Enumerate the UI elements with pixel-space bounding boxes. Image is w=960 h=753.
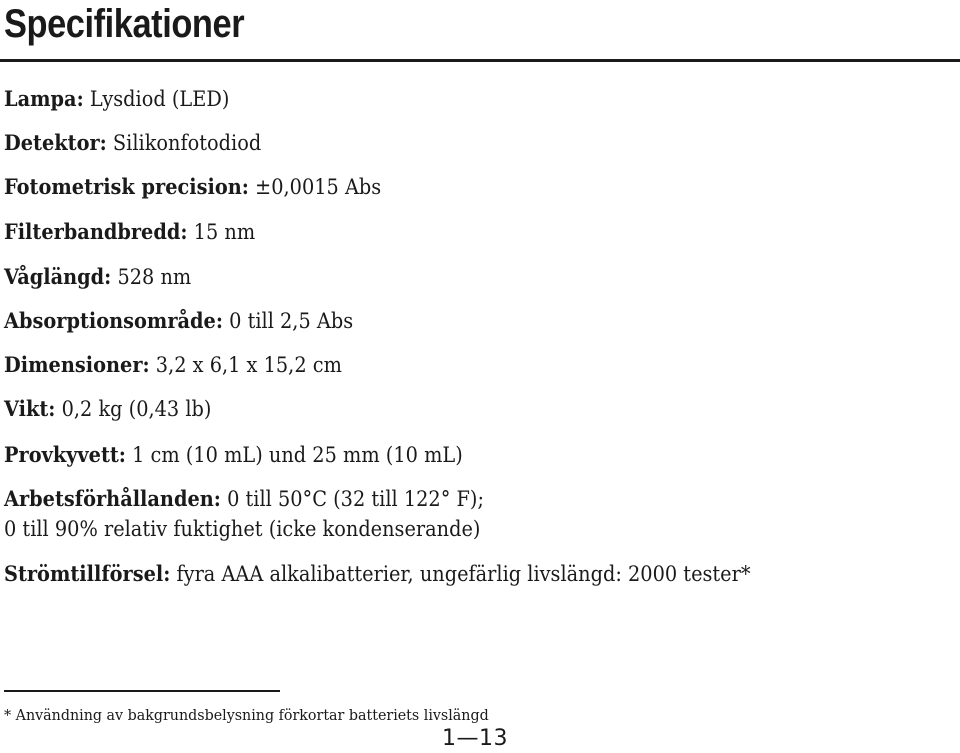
spec-value: Lysdiod (LED) xyxy=(89,87,230,111)
spec-row-filter-bandwidth xyxy=(4,219,255,245)
spec-row-operating-conditions xyxy=(4,486,484,512)
spec-key: Absorptionsområde: xyxy=(4,308,223,333)
spec-value: 1 cm (10 mL) und 25 mm (10 mL) xyxy=(132,443,463,467)
spec-row-dimensions xyxy=(4,352,342,378)
spec-row-lamp xyxy=(4,86,229,112)
spec-row-detector xyxy=(4,130,261,156)
spec-key: Våglängd: xyxy=(4,264,112,289)
spec-key: Detektor: xyxy=(4,130,107,155)
spec-key: Provkyvett: xyxy=(4,442,126,467)
spec-row-operating-conditions-cont xyxy=(4,516,480,542)
spec-value: 15 nm xyxy=(193,220,256,244)
spec-row-weight xyxy=(4,396,211,422)
spec-value: 0 till 90% relativ fuktighet (icke kondenserande) xyxy=(4,517,481,541)
spec-value: fyra AAA alkalibatterier, ungefärlig livslängd: 2000 tester* xyxy=(176,562,751,586)
spec-row-wavelength xyxy=(4,264,191,290)
spec-row-power-supply xyxy=(4,561,751,587)
spec-value: 0 till 50°C (32 till 122° F); xyxy=(227,487,484,511)
spec-value: 0,2 kg (0,43 lb) xyxy=(61,397,212,421)
spec-key: Vikt: xyxy=(4,396,56,421)
footnote: * Användning av bakgrundsbelysning förkortar batteriets livslängd xyxy=(4,706,489,724)
spec-key: Strömtillförsel: xyxy=(4,561,171,586)
spec-key: Lampa: xyxy=(4,86,84,111)
spec-value: 3,2 x 6,1 x 15,2 cm xyxy=(155,353,342,377)
spec-key: Filterbandbredd: xyxy=(4,219,188,244)
footnote-divider xyxy=(4,690,280,692)
spec-row-sample-cell xyxy=(4,442,463,468)
title-divider xyxy=(0,59,960,62)
spec-value: 0 till 2,5 Abs xyxy=(229,309,354,333)
spec-value: Silikonfotodiod xyxy=(112,131,262,155)
page-number: 1—13 xyxy=(442,726,508,751)
spec-value: 528 nm xyxy=(117,265,192,289)
spec-value: ±0,0015 Abs xyxy=(255,175,382,199)
spec-row-absorption-range xyxy=(4,308,353,334)
spec-key: Fotometrisk precision: xyxy=(4,174,249,199)
spec-row-photometric-precision xyxy=(4,174,381,200)
spec-key: Dimensioner: xyxy=(4,352,150,377)
spec-key: Arbetsförhållanden: xyxy=(4,486,221,511)
page-title: Specifikationer xyxy=(4,2,245,46)
